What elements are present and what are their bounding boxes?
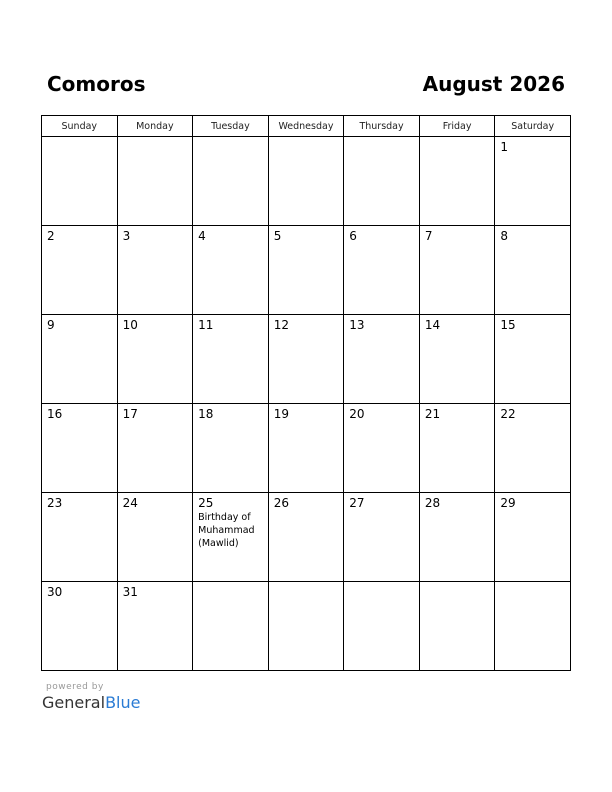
day-cell — [495, 582, 571, 671]
weekday-monday: Monday — [117, 116, 193, 137]
day-number: 25 — [198, 496, 214, 510]
day-cell — [117, 137, 193, 226]
day-cell — [419, 315, 495, 404]
day-cell — [42, 493, 118, 582]
day-number: 20 — [349, 407, 365, 421]
day-cell — [42, 226, 118, 315]
day-cell — [42, 137, 118, 226]
weekday-thursday: Thursday — [344, 116, 420, 137]
day-cell — [419, 404, 495, 493]
day-cell — [495, 404, 571, 493]
day-cell — [495, 493, 571, 582]
day-number: 16 — [47, 407, 63, 421]
day-cell — [268, 493, 344, 582]
weekday-tuesday: Tuesday — [193, 116, 269, 137]
brand-general: General — [42, 693, 106, 712]
day-cell — [344, 582, 420, 671]
day-number: 7 — [424, 229, 433, 243]
day-cell — [344, 226, 420, 315]
day-cell — [193, 137, 269, 226]
day-number: 8 — [500, 229, 509, 243]
day-number: 17 — [122, 407, 138, 421]
day-cell — [344, 137, 420, 226]
day-cell — [193, 315, 269, 404]
day-cell — [268, 137, 344, 226]
day-cell — [117, 315, 193, 404]
day-number: 30 — [47, 585, 63, 599]
day-number: 29 — [500, 496, 516, 510]
day-number: 28 — [424, 496, 441, 510]
calendar-grid — [41, 115, 571, 671]
day-cell — [419, 137, 495, 226]
day-cell — [268, 404, 344, 493]
day-cell — [193, 582, 269, 671]
day-number: 11 — [198, 318, 214, 332]
day-number: 6 — [349, 229, 357, 243]
day-cell — [117, 493, 193, 582]
day-number: 2 — [47, 229, 55, 243]
powered-by-label: powered by — [46, 682, 104, 692]
day-cell — [344, 404, 420, 493]
brand-blue: Blue — [105, 693, 141, 712]
day-number: 27 — [349, 496, 365, 510]
weekday-wednesday: Wednesday — [268, 116, 344, 137]
week-row — [42, 137, 571, 226]
day-number: 14 — [424, 318, 441, 332]
day-number: 13 — [349, 318, 365, 332]
day-number: 31 — [122, 585, 138, 599]
weekday-header-row — [42, 116, 571, 137]
day-number: 9 — [47, 318, 55, 332]
day-cell — [344, 493, 420, 582]
day-cell — [495, 226, 571, 315]
day-number: 12 — [273, 318, 289, 332]
week-row — [42, 404, 571, 493]
day-cell — [193, 493, 269, 582]
generalblue-logo[interactable] — [42, 693, 140, 712]
day-cell — [419, 226, 495, 315]
day-cell — [117, 582, 193, 671]
day-cell — [419, 493, 495, 582]
week-row — [42, 493, 571, 582]
day-cell — [117, 404, 193, 493]
weekday-friday: Friday — [419, 116, 495, 137]
weekday-saturday: Saturday — [495, 116, 571, 137]
day-cell — [42, 582, 118, 671]
day-number: 22 — [500, 407, 516, 421]
day-cell — [42, 404, 118, 493]
holiday-event: Birthday of Muhammad (Mawlid) — [198, 512, 255, 549]
day-cell — [193, 226, 269, 315]
day-number: 1 — [500, 140, 509, 154]
day-cell — [117, 226, 193, 315]
week-row — [42, 582, 571, 671]
week-row — [42, 315, 571, 404]
day-cell — [268, 226, 344, 315]
month-year-title: August 2026 — [422, 72, 565, 96]
day-cell — [495, 315, 571, 404]
day-cell — [268, 315, 344, 404]
day-cell — [268, 582, 344, 671]
day-number: 21 — [424, 407, 441, 421]
day-cell — [495, 137, 571, 226]
weekday-sunday: Sunday — [42, 116, 118, 137]
week-row — [42, 226, 571, 315]
day-number: 3 — [122, 229, 131, 243]
day-number: 15 — [500, 318, 516, 332]
day-number: 5 — [273, 229, 282, 243]
day-cell — [419, 582, 495, 671]
day-number: 23 — [47, 496, 63, 510]
day-number: 18 — [198, 407, 214, 421]
day-cell — [344, 315, 420, 404]
day-number: 19 — [273, 407, 289, 421]
country-title: Comoros — [47, 72, 146, 96]
day-number: 26 — [273, 496, 289, 510]
day-cell — [42, 315, 118, 404]
day-number: 4 — [198, 229, 206, 243]
day-number: 10 — [122, 318, 138, 332]
day-number: 24 — [122, 496, 138, 510]
calendar-body — [42, 137, 571, 671]
day-cell — [193, 404, 269, 493]
